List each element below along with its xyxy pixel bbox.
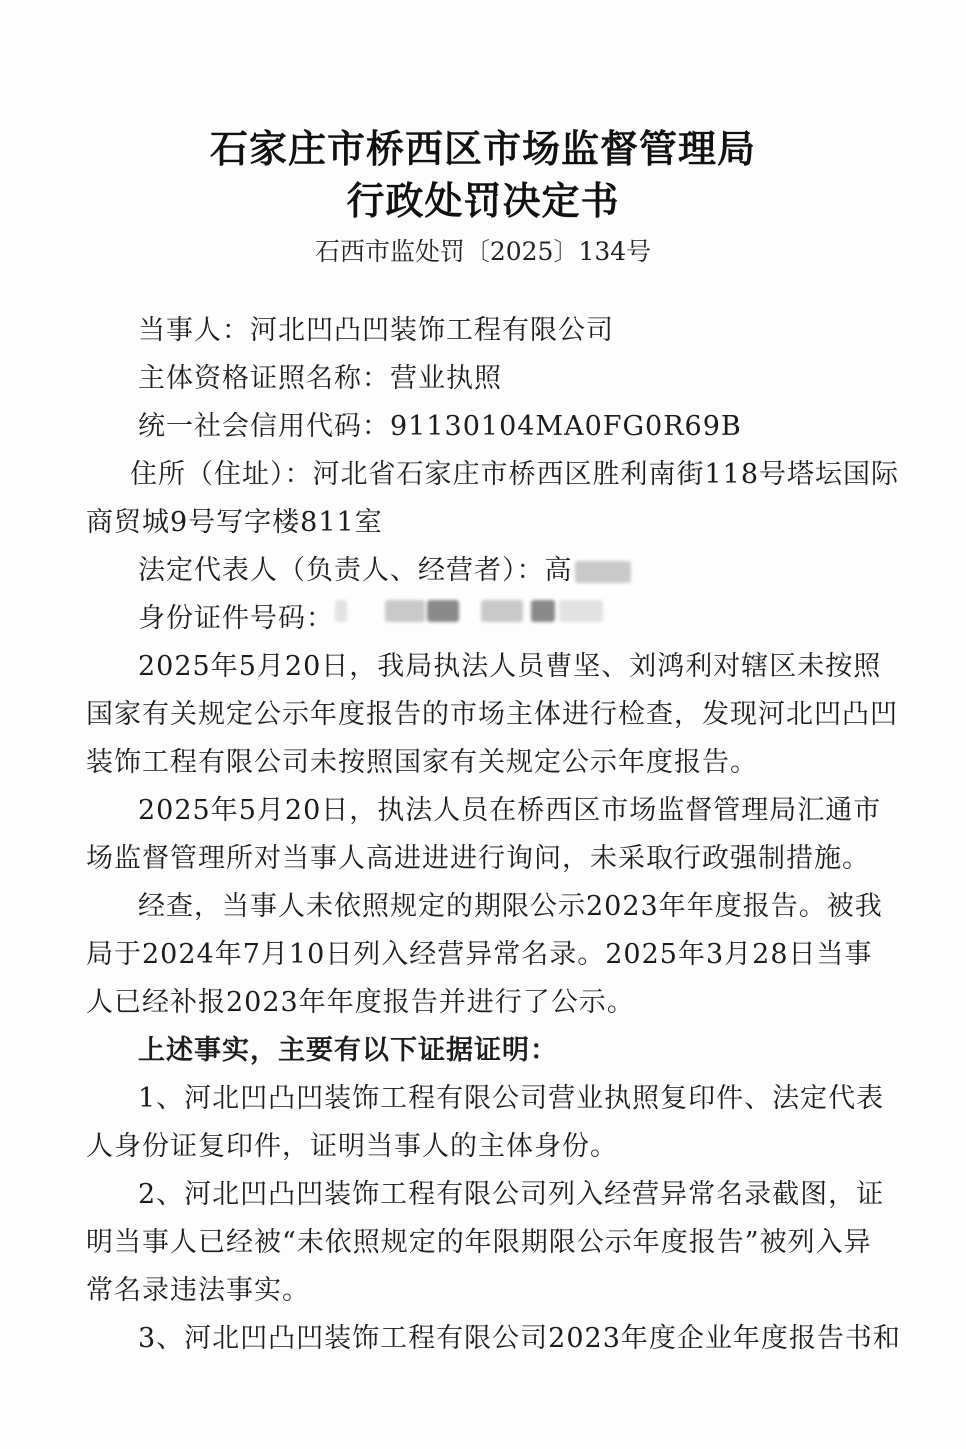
paragraph-1-line-3: 装饰工程有限公司未按照国家有关规定公示年度报告。 xyxy=(86,747,758,778)
address-line-1: 住所（住址）：河北省石家庄市桥西区胜利南街118号塔坛国际 xyxy=(130,459,900,490)
id-number-label: 身份证件号码： xyxy=(138,603,334,634)
redaction-block xyxy=(427,600,459,622)
evidence-3-line-1: 3、河北凹凸凹装饰工程有限公司2023年度企业年度报告书和 xyxy=(138,1323,901,1354)
address-line-2: 商贸城9号写字楼811室 xyxy=(86,507,383,538)
redacted-name-mask xyxy=(575,561,631,583)
redaction-block xyxy=(335,600,347,622)
legal-representative xyxy=(138,548,631,587)
paragraph-1-line-1: 2025年5月20日，我局执法人员曹坚、刘鸿利对辖区未按照 xyxy=(138,651,882,682)
evidence-1-line-1: 1、河北凹凸凹装饰工程有限公司营业执照复印件、法定代表 xyxy=(138,1083,885,1114)
paragraph-3-line-2: 局于2024年7月10日列入经营异常名录。2025年3月28日当事 xyxy=(86,939,873,970)
paragraph-3-line-3: 人已经补报2023年年度报告并进行了公示。 xyxy=(86,987,635,1018)
redaction-block xyxy=(385,600,425,622)
redaction-block xyxy=(481,600,523,622)
redaction-block xyxy=(559,600,603,622)
evidence-2-line-2: 明当事人已经被“未依照规定的年限期限公示年度报告”被列入异 xyxy=(86,1227,872,1258)
document-number: 石西市监处罚〔2025〕134号 xyxy=(314,237,652,266)
party-name: 当事人：河北凹凸凹装饰工程有限公司 xyxy=(138,315,614,346)
paragraph-3-line-1: 经查，当事人未依照规定的期限公示2023年年度报告。被我 xyxy=(138,891,883,922)
evidence-1-line-2: 人身份证复印件，证明当事人的主体身份。 xyxy=(86,1131,618,1162)
evidence-heading: 上述事实，主要有以下证据证明： xyxy=(138,1035,558,1066)
paragraph-1-line-2: 国家有关规定公示年度报告的市场主体进行检查，发现河北凹凸凹 xyxy=(86,699,898,730)
legal-representative-label: 法定代表人（负责人、经营者）：高 xyxy=(138,555,573,586)
license-name: 主体资格证照名称：营业执照 xyxy=(138,363,502,394)
document-title-type: 行政处罚决定书 xyxy=(346,179,620,223)
credit-code: 统一社会信用代码：91130104MA0FG0R69B xyxy=(138,411,742,442)
evidence-2-line-1: 2、河北凹凸凹装饰工程有限公司列入经营异常名录截图，证 xyxy=(138,1179,885,1210)
evidence-2-line-3: 常名录违法事实。 xyxy=(86,1275,310,1306)
paragraph-2-line-1: 2025年5月20日，执法人员在桥西区市场监督管理局汇通市 xyxy=(138,795,882,826)
paragraph-2-line-2: 场监督管理所对当事人高进进进行询问，未采取行政强制措施。 xyxy=(86,843,870,874)
document-title-agency: 石家庄市桥西区市场监督管理局 xyxy=(209,127,756,171)
redaction-block xyxy=(531,600,555,622)
